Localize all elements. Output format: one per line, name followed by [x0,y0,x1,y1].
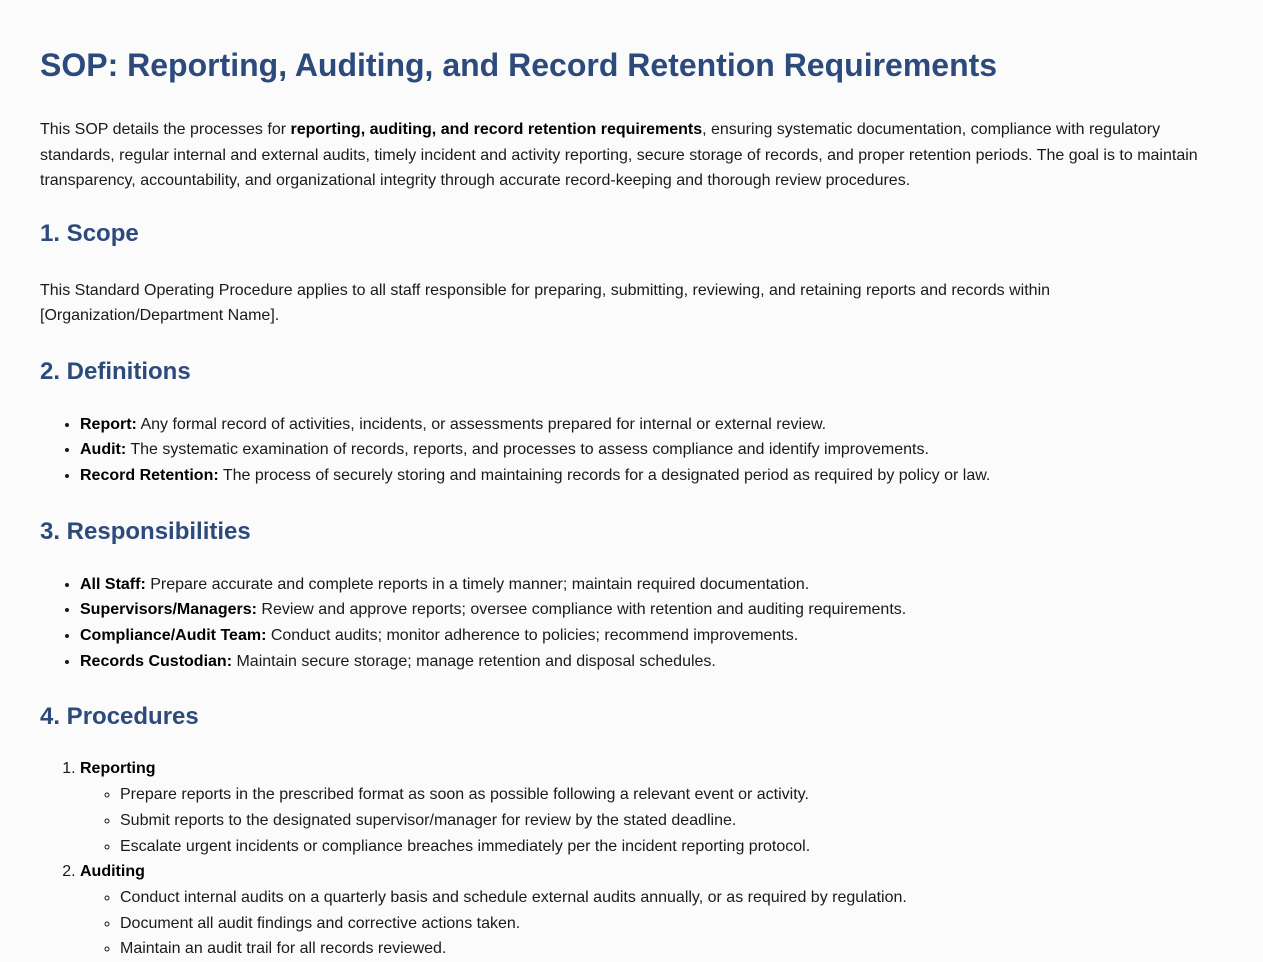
page-title: SOP: Reporting, Auditing, and Record Retention Requirements [40,47,998,83]
definition-term: Record Retention: [80,466,219,484]
intro-bold-text: reporting, auditing, and record retention requirements [290,121,703,138]
definition-item [80,412,1223,438]
responsibility-role: Supervisors/Managers: [80,601,257,619]
definitions-heading: 2. Definitions [40,357,191,385]
procedure-substep: ◦ Document all audit findings and corrective actions taken. [120,911,1223,937]
responsibility-role: All Staff: [80,575,146,593]
procedure-step [80,859,1223,962]
definition-text: Any formal record of activities, incidents, or assessments prepared for internal or external review. [136,415,827,433]
definitions-list [40,412,1223,489]
responsibility-role: Compliance/Audit Team: [80,627,267,645]
procedure-step [80,756,1223,859]
procedure-substep: ◦ Submit reports to the designated supervisor/manager for review by the stated deadline. [120,808,1223,834]
definition-text: The process of securely storing and maintaining records for a designated period as required by policy or law. [218,466,991,484]
procedures-list [40,756,1223,962]
responsibilities-list [40,572,1223,675]
procedure-substep: ◦ Prepare reports in the prescribed format as soon as possible following a relevant event or activity. [120,782,1223,808]
responsibility-text: Conduct audits; monitor adherence to policies; recommend improvements. [266,627,799,645]
responsibility-text: Review and approve reports; oversee compliance with retention and auditing requirements. [256,601,907,619]
procedure-step-title: Reporting [80,760,156,778]
scope-heading: 1. Scope [40,219,139,247]
responsibility-item [80,597,1223,623]
procedures-heading: 4. Procedures [40,703,199,731]
responsibility-text: Maintain secure storage; manage retention and disposal schedules. [232,652,716,670]
definition-text: The systematic examination of records, reports, and processes to assess compliance and identify improvements. [126,441,929,459]
responsibility-text: Prepare accurate and complete reports in a timely manner; maintain required documentation. [145,575,810,593]
intro-paragraph [40,117,1223,194]
procedure-substep: ◦ Maintain an audit trail for all records reviewed. [120,936,1223,962]
responsibility-item [80,649,1223,675]
definition-term: Report: [80,415,137,433]
procedure-substep: ◦ Conduct internal audits on a quarterly basis and schedule external audits annually, or as required by regulation. [120,885,1223,911]
responsibility-item [80,623,1223,649]
responsibilities-heading: 3. Responsibilities [40,517,251,545]
responsibility-item [80,572,1223,598]
responsibility-role: Records Custodian: [80,652,233,670]
intro-text-end: , ensuring systematic documentation, compliance with regulatory standards, regular internal and external audits, timely incident and activity reporting, secure storage of records, and proper retention periods. The goal is to maintain transparency, accountability, and organizational integrity through accurate record-keeping and thorough review procedures. [40,121,1198,189]
procedure-step-title: Auditing [80,863,145,881]
procedure-substep: ◦ Escalate urgent incidents or compliance breaches immediately per the incident reporting protocol. [120,834,1223,860]
procedure-substeps [80,885,1223,962]
definition-term: Audit: [80,441,127,459]
definition-item [80,463,1223,489]
procedure-substeps [80,782,1223,859]
intro-text-start: This SOP details the processes for [40,121,291,138]
scope-paragraph: This Standard Operating Procedure applies to all staff responsible for preparing, submitting, reviewing, and retaining reports and records within [Organization/Department Name]. [40,281,1051,324]
definition-item [80,437,1223,463]
